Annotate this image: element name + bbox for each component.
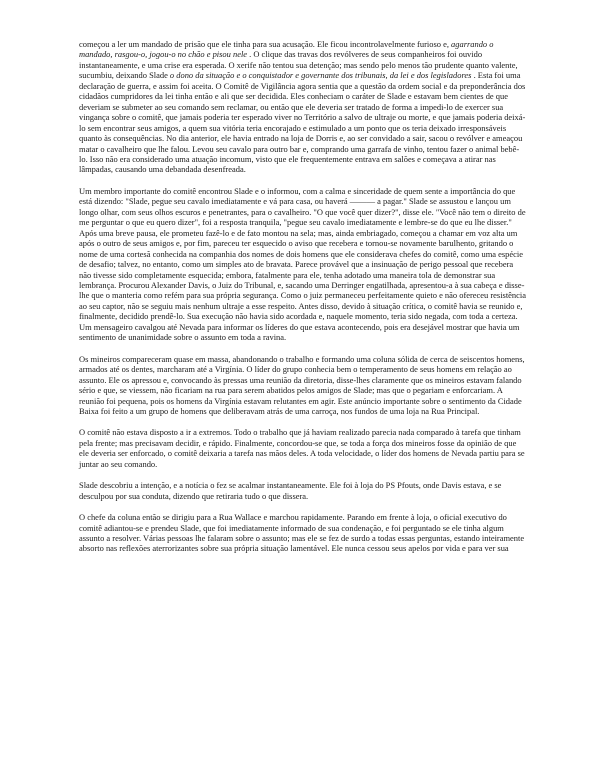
paragraph-6 bbox=[79, 512, 526, 554]
paragraph-4-text: O comitê não estava disposto a ir a extremos. Todo o trabalho que já haviam realizado parecia nada comparado à tarefa que tinham pela frente; mas precisavam decidir, e rápido. Finalmente, concordou-se que, se toda a força dos mineiros fosse da opinião de que ele deveria ser enforcado, o comitê deixaria a tarefa nas mãos deles. A toda velocidade, o líder dos homens de Nevada partiu para se juntar ao seu comando. bbox=[79, 427, 525, 469]
paragraph-1-text: começou a ler um mandado de prisão que ele tinha para sua acusação. Ele ficou incontrolavelmente furioso e, bbox=[79, 39, 452, 49]
paragraph-1-text: . Esta foi uma declaração de guerra, e assim foi aceita. O Comitê de Vigilância agora sentia que a questão da ordem social e da preponderância dos cidadãos cumpridores da lei tinha então e ali que ser decidida. Eles conheciam o caráter de Slade e estavam bem cientes de que deveriam se submeter ao seu comando sem reclamar, ou então que ele deveria ser tratado de forma a impedi-lo de exercer sua vingança sobre o comitê, que jamais poderia ter esperado viver no Território a salvo de ultraje ou morte, e que jamais poderia deixá-lo sem encontrar seus amigos, a quem sua vitória teria encorajado e estimulado a um ponto que os teria deixado irresponsáveis quanto às consequências. No dia anterior, ele havia entrado na loja de Dorris e, ao ser convidado a sair, sacou o revólver e ameaçou matar o cavalheiro que lhe falou. Levou seu cavalo para outro bar e, comprando uma garrafa de vinho, tentou fazer o animal bebê-lo. Isso não era considerado uma atuação incomum, visto que ele frequentemente entrava em salões e começava a atirar nas lâmpadas, causando uma debandada desenfreada. bbox=[79, 70, 526, 175]
document-page bbox=[79, 39, 526, 565]
paragraph-1-text: . O clique das travas dos revólveres de seus companheiros foi ouvido instantaneamente, e uma crise era esperada. O xerife não tentou sua detenção; mas sendo pelo menos tão prudente quanto valente, sucumbiu, deixando Slade bbox=[79, 49, 518, 81]
paragraph-5-text: Slade descobriu a intenção, e a notícia o fez se acalmar instantaneamente. Ele foi à loja do PS Pfouts, onde Davis estava, e se desculpou por sua conduta, dizendo que retiraria tudo o que dissera. bbox=[79, 480, 502, 501]
paragraph-5 bbox=[79, 480, 526, 501]
paragraph-4 bbox=[79, 427, 526, 469]
paragraph-1 bbox=[79, 39, 526, 175]
paragraph-1-emphasis: o dono da situação e o conquistador e governante dos tribunais, da lei e dos legisladores bbox=[169, 70, 472, 81]
paragraph-2 bbox=[79, 186, 526, 343]
paragraph-2-text: Um membro importante do comitê encontrou Slade e o informou, com a calma e sinceridade de quem sente a importância do que está dizendo: "Slade, pegue seu cavalo imediatamente e vá para casa, ou haverá ——— a pagar." Slade se assustou e lançou um longo olhar, com seus olhos escuros e penetrantes, para o cavalheiro. "O que você quer dizer?", disse ele. "Você não tem o direito de me perguntar o que eu quero dizer", foi a resposta tranquila, "pegue seu cavalo imediatamente e lembre-se do que eu lhe disser." Após uma breve pausa, ele prometeu fazê-lo e de fato montou na sela; mas, ainda embriagado, começou a chamar em voz alta um após o outro de seus amigos e, por fim, pareceu ter esquecido o aviso que recebera e tornou-se novamente barulhento, gritando o nome de uma cortesã conhecida na companhia dos nomes de dois homens que ele considerava chefes do comitê, como uma espécie de desafio; talvez, no entanto, como um simples ato de bravata. Parece provável que a insinuação de perigo pessoal que recebera não tivesse sido completamente esquecida; embora, fatalmente para ele, tenha adotado uma maneira tola de demonstrar sua lembrança. Procurou Alexander Davis, o Juiz do Tribunal, e, sacando uma Derringer engatilhada, apresentou-a à sua cabeça e disse-lhe que o manteria como refém para sua própria segurança. Como o juiz permaneceu perfeitamente quieto e não ofereceu resistência ao seu captor, não se seguiu mais nenhum ultraje a esse respeito. Antes disso, devido à situação crítica, o comitê havia se reunido e, finalmente, decidido prendê-lo. Sua execução não havia sido acordada e, naquele momento, teria sido negada, com toda a certeza. Um mensageiro cavalgou até Nevada para informar os líderes do que estava acontecendo, pois era desejável mostrar que havia um sentimento de unanimidade sobre o assunto em toda a ravina. bbox=[79, 185, 526, 343]
paragraph-3-text: Os mineiros compareceram quase em massa, abandonando o trabalho e formando uma coluna sólida de cerca de seiscentos homens, armados até os dentes, marcharam até a Virgínia. O líder do grupo conhecia bem o temperamento de seus homens em relação ao assunto. Ele os apressou e, convocando às pressas uma reunião da diretoria, disse-lhes claramente que os mineiros estavam falando sério e que, se viessem, não ficariam na rua para serem abatidos pelos amigos de Slade; mas que o pegariam e enforcariam. A reunião foi pequena, pois os homens da Virgínia estavam relutantes em agir. Este anúncio importante sobre o sentimento da Cidade Baixa foi feito a um grupo de homens que deliberavam atrás de uma carroça, nos fundos de uma loja na Rua Principal. bbox=[79, 353, 525, 416]
paragraph-3 bbox=[79, 354, 526, 417]
paragraph-1-emphasis: agarrando o mandado, rasgou-o, jogou-o no chão e pisou nele bbox=[79, 39, 494, 60]
paragraph-6-text: O chefe da coluna então se dirigiu para a Rua Wallace e marchou rapidamente. Parando em frente à loja, o oficial executivo do comitê adiantou-se e prendeu Slade, que foi imediatamente informado de sua condenação, e foi perguntado se ele tinha algum assunto a resolver. Várias pessoas lhe falaram sobre o assunto; mas ele se fez de surdo a todas essas perguntas, estando inteiramente absorto nas reflexões aterrorizantes sobre sua própria situação lamentável. Ele nunca cessou seus apelos por vida e para ver sua bbox=[79, 512, 525, 554]
